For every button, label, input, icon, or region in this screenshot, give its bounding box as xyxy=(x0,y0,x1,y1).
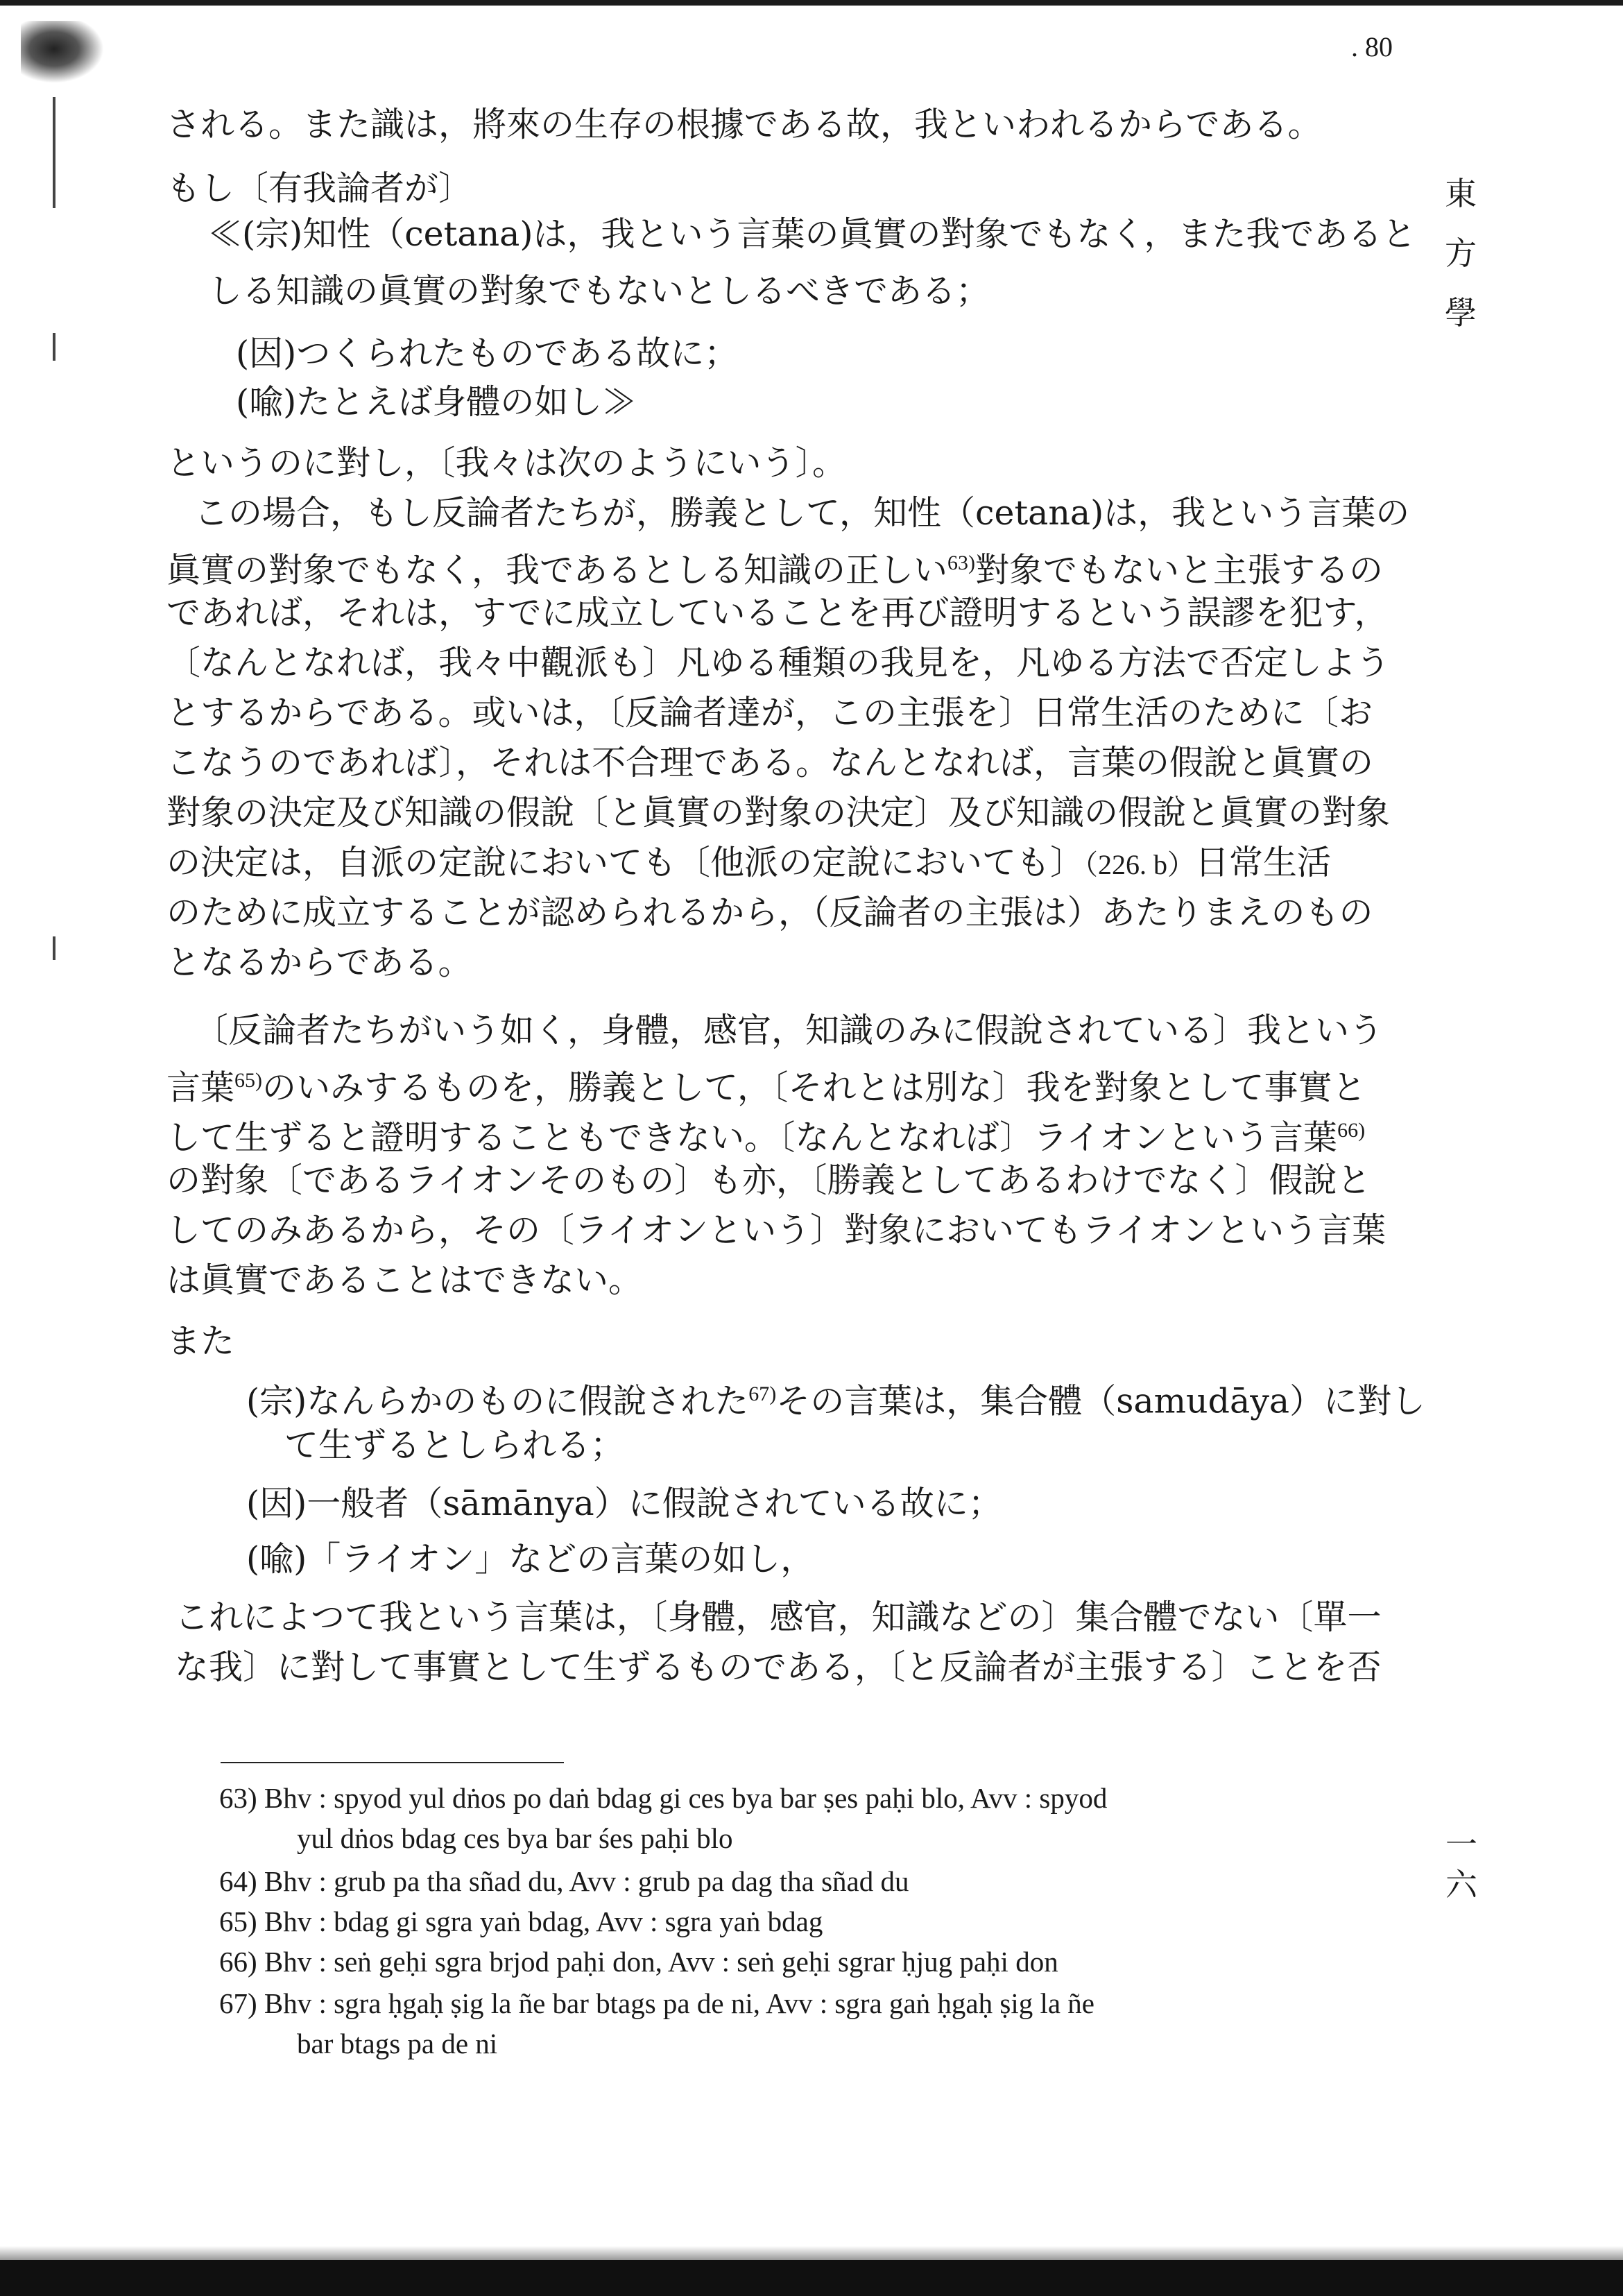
text-line: もし〔有我論者が〕 xyxy=(166,169,473,208)
paragraph-line: の對象〔であるライオンそのもの〕も亦，〔勝義としてあるわけでなく〕假說と xyxy=(166,1160,1371,1200)
scan-bottom-edge xyxy=(0,2260,1623,2296)
footnote-63-cont: yul dṅos bdag ces bya bar śes paḥi blo xyxy=(297,1822,733,1854)
paragraph-line: この場合，もし反論者たちが，勝義として，知性（cetana)は，我という言葉の xyxy=(194,493,1410,533)
paragraph-line: こなうのであれば〕，それは不合理である。なんとなれば，言葉の假說と眞實の xyxy=(166,743,1373,782)
syllogism-example: (喩)たとえば身體の如し≫ xyxy=(236,382,637,422)
syllogism-example: (喩)「ライオン」などの言葉の如し， xyxy=(246,1539,815,1579)
syllogism-thesis: (宗)なんらかのものに假說された$^{67)}$その言葉は，集合體（samudāya）に對し xyxy=(246,1381,1426,1421)
text-line: また xyxy=(166,1321,235,1361)
paragraph-line: の決定は，自派の定說においても〔他派の定說においても〕（226. b）日常生活 xyxy=(166,843,1332,882)
binding-mark xyxy=(53,936,55,960)
paragraph-line: してのみあるから，その〔ライオンという〕對象においてもライオンという言葉 xyxy=(166,1210,1386,1250)
syllogism-thesis-cont: しる知識の眞實の對象でもないとしるべきである； xyxy=(208,271,990,311)
scan-top-edge xyxy=(0,0,1623,6)
syllogism-thesis-cont: て生ずるとしられる； xyxy=(284,1425,625,1465)
paragraph-line: 〔反論者たちがいう如く，身體，感官，知識のみに假說されている〕我という xyxy=(194,1011,1384,1050)
footnote-rule xyxy=(221,1762,564,1763)
page-number: . 80 xyxy=(1351,31,1393,62)
folio-number: 一六 xyxy=(1445,1826,1477,1903)
paragraph-line: であれば，それは，すでに成立していることを再び證明するという誤謬を犯す， xyxy=(166,593,1389,633)
footnote-ref[interactable]: 66) xyxy=(1337,1119,1366,1142)
footnote-66: 66) Bhv : seṅ geḥi sgra brjod paḥi don, Avv : seṅ geḥi sgrar ḥjug paḥi don xyxy=(219,1946,1058,1978)
page-reference: （226. b） xyxy=(1084,849,1196,880)
paragraph-line: な我〕に對して事實として生ずるものである，〔と反論者が主張する〕ことを否 xyxy=(175,1647,1382,1687)
paragraph-line: 對象の決定及び知識の假說〔と眞實の對象の決定〕及び知識の假說と眞實の對象 xyxy=(166,793,1391,832)
paragraph-line: 〔なんとなれば，我々中觀派も〕凡ゆる種類の我見を，凡ゆる方法で否定しよう xyxy=(166,643,1391,683)
paragraph-line: 眞實の對象でもなく，我であるとしる知識の正しい$^{63)}$對象でもないと主張するの xyxy=(166,550,1384,590)
paragraph-line: して生ずると證明することもできない。〔なんとなれば〕ライオンという言葉$^{66)}$ xyxy=(166,1117,1366,1158)
scan-bottom-shadow xyxy=(0,2246,1623,2260)
footnote-65: 65) Bhv : bdag gi sgra yaṅ bdag, Avv : sgra yaṅ bdag xyxy=(219,1905,823,1937)
binding-mark xyxy=(53,97,55,208)
text-line: される。また識は，將來の生存の根據である故，我といわれるからである。 xyxy=(166,105,1322,144)
syllogism-reason: (因)つくられたものである故に； xyxy=(236,334,739,373)
footnote-ref[interactable]: 67) xyxy=(748,1382,777,1405)
footnote-64: 64) Bhv : grub pa tha sñad du, Avv : grub pa dag tha sñad du xyxy=(219,1865,909,1897)
scan-blot xyxy=(21,21,104,83)
journal-title: 東方學 xyxy=(1445,175,1477,332)
footnote-67: 67) Bhv : sgra ḥgaḥ ṣig la ñe bar btags pa de ni, Avv : sgra gaṅ ḥgaḥ ṣig la ñe xyxy=(219,1987,1094,2019)
paragraph-line: これによつて我という言葉は，〔身體，感官，知識などの〕集合體でない〔單一 xyxy=(175,1597,1382,1637)
paragraph-line: となるからである。 xyxy=(166,943,472,982)
footnote-ref[interactable]: 65) xyxy=(234,1069,263,1092)
binding-mark xyxy=(53,333,55,361)
paragraph-line: 言葉$^{65)}$のいみするものを，勝義として，〔それとは別な〕我を對象として事實と xyxy=(166,1068,1366,1108)
footnote-67-cont: bar btags pa de ni xyxy=(297,2028,498,2059)
paragraph-line: のために成立することが認められるから，（反論者の主張は）あたりまえのもの xyxy=(166,893,1373,932)
text-line: というのに對し，〔我々は次のようにいう〕。 xyxy=(166,443,847,483)
paragraph-line: は眞實であることはできない。 xyxy=(166,1260,643,1300)
footnote-63: 63) Bhv : spyod yul dṅos po daṅ bdag gi ces bya bar ṣes paḥi blo, Avv : spyod xyxy=(219,1782,1108,1814)
syllogism-thesis: ≪(宗)知性（cetana)は，我という言葉の眞實の對象でもなく，また我であると xyxy=(208,214,1416,254)
paragraph-line: とするからである。或いは，〔反論者達が，この主張を〕日常生活のために〔お xyxy=(166,693,1373,733)
footnote-ref[interactable]: 63) xyxy=(947,551,976,574)
syllogism-reason: (因)一般者（sāmānya）に假說されている故に； xyxy=(246,1484,1002,1523)
